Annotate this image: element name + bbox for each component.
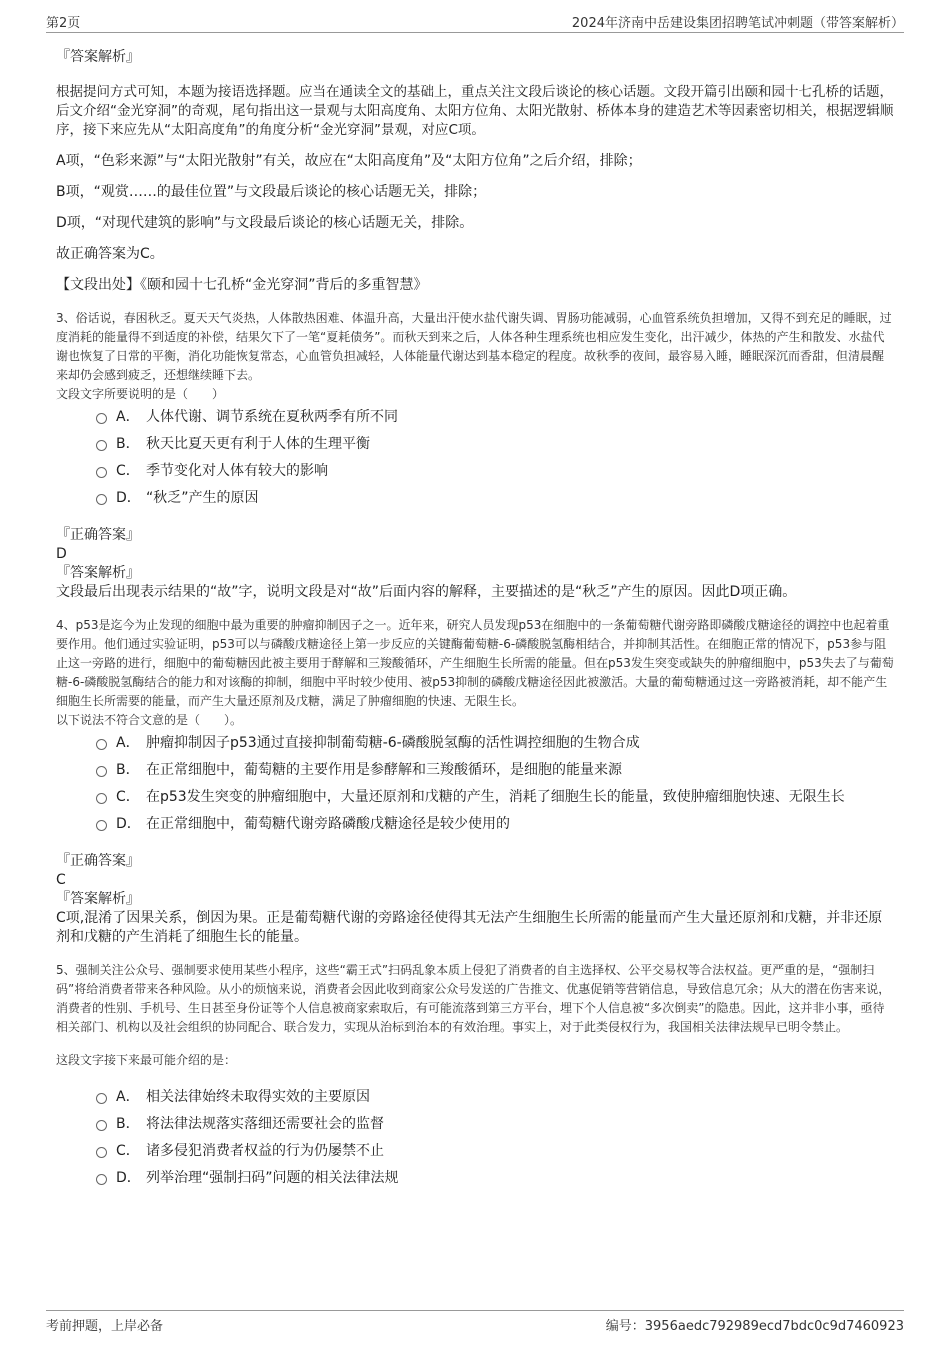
option-a[interactable]: A． 肿瘤抑制因子p53通过直接抑制葡萄糖-6-磷酸脱氢酶的活性调控细胞的生物合成	[96, 734, 894, 753]
explanation-paragraph: 根据提问方式可知，本题为接语选择题。应当在通读全文的基础上，重点关注文段后谈论的核心话题。文段开篇引出颐和园十七孔桥的话题，后文介绍“金光穿洞”的奇观，尾句指出这一景观与太阳高度角、太阳方位角、太阳光散射、桥体本身的建造艺术等因素密切相关，根据逻辑顺序，接下来应先从“太阳高度角”的角度分析“金光穿洞”景观，对应C项。	[56, 84, 894, 138]
options-list	[96, 1088, 894, 1188]
question-prompt: 以下说法不符合文意的是（ ）。	[56, 713, 243, 727]
answer-explanation-label: 『答案解析』	[56, 891, 140, 907]
explanation-paragraph: C项,混淆了因果关系，倒因为果。正是葡萄糖代谢的旁路途径使得其无法产生细胞生长所需的能量而产生大量还原剂和戊糖，并非还原剂和戊糖的产生消耗了细胞生长的能量。	[56, 910, 883, 945]
radio-icon[interactable]	[96, 793, 107, 804]
option-b[interactable]: B． 在正常细胞中，葡萄糖的主要作用是参酵解和三羧酸循环，是细胞的能量来源	[96, 761, 894, 780]
radio-icon[interactable]	[96, 440, 107, 451]
radio-icon[interactable]	[96, 1093, 107, 1104]
answer-explanation-label: 『答案解析』	[56, 565, 140, 581]
option-d[interactable]: D． 列举治理“强制扫码”问题的相关法律法规	[96, 1169, 894, 1188]
page-header	[46, 10, 904, 33]
option-c[interactable]: C． 季节变化对人体有较大的影响	[96, 462, 894, 481]
explanation-paragraph: 文段最后出现表示结果的“故”字，说明文段是对“故”后面内容的解释，主要描述的是“秋乏”产生的原因。因此D项正确。	[56, 584, 797, 600]
correct-answer-value: C	[56, 872, 66, 888]
radio-icon[interactable]	[96, 1147, 107, 1158]
option-d[interactable]: D． 在正常细胞中，葡萄糖代谢旁路磷酸戊糖途径是较少使用的	[96, 815, 894, 834]
explanation-paragraph: B项，“观赏……的最佳位置”与文段最后谈论的核心话题无关，排除；	[56, 184, 487, 200]
radio-icon[interactable]	[96, 413, 107, 424]
radio-icon[interactable]	[96, 1120, 107, 1131]
passage-source: 【文段出处】《颐和园十七孔桥“金光穿洞”背后的多重智慧》	[56, 277, 428, 293]
option-b[interactable]: B． 将法律法规落实落细还需要社会的监督	[96, 1115, 894, 1134]
page-content	[56, 44, 894, 1196]
options-list	[96, 408, 894, 508]
question-prompt: 这段文字接下来最可能介绍的是：	[56, 1053, 237, 1067]
radio-icon[interactable]	[96, 494, 107, 505]
radio-icon[interactable]	[96, 467, 107, 478]
question-prompt: 文段文字所要说明的是（ ）	[56, 387, 225, 401]
question-stem: 3、俗话说，春困秋乏。夏天天气炎热，人体散热困难、体温升高，大量出汗使水盐代谢失调、胃肠功能减弱，心血管系统负担增加，又得不到充足的睡眠，过度消耗的能量得不到适度的补偿，结果欠下了一笔“夏耗债务”。而秋天到来之后，人体各种生理系统也相应发生变化，出汗减少，体热的产生和散发、水盐代谢也恢复了日常的平衡，消化功能恢复常态，心血管负担减轻，人体能量代谢达到基本稳定的程度。故秋季的夜间，最容易入睡，睡眠深沉而香甜，但清晨醒来却仍会感到疲乏，还想继续睡下去。	[56, 311, 892, 382]
option-c[interactable]: C． 诸多侵犯消费者权益的行为仍屡禁不止	[96, 1142, 894, 1161]
question-stem: 4、p53是迄今为止发现的细胞中最为重要的肿瘤抑制因子之一。近年来，研究人员发现p53在细胞中的一条葡萄糖代谢旁路即磷酸戊糖途径的调控中也起着重要作用。他们通过实验证明，p53可以与磷酸戊糖途径上第一步反应的关键酶葡萄糖-6-磷酸脱氢酶相结合，并抑制其活性。在细胞正常的情况下，p53参与阻止这一旁路的进行，细胞中的葡萄糖因此被主要用于酵解和三羧酸循环，产生细胞生长所需的能量。但在p53发生突变或缺失的肿瘤细胞中，p53失去了与葡萄糖-6-磷酸脱氢酶结合的能力和对该酶的抑制，细胞中平时较少使用、被p53抑制的磷酸戊糖途径因此被激活。大量的葡萄糖通过这一旁路被消耗，却不能产生细胞生长所需要的能量，而产生大量还原剂及戊糖，满足了肿瘤细胞的快速、无限生长。	[56, 618, 894, 708]
document-title: 2024年济南中岳建设集团招聘笔试冲刺题（带答案解析）	[571, 16, 904, 31]
correct-answer-label: 『正确答案』	[56, 527, 140, 543]
document-serial-number: 编号：3956aedc792989ecd7bdc0c9d7460923	[605, 1319, 904, 1334]
page-footer	[46, 1310, 904, 1333]
option-c[interactable]: C． 在p53发生突变的肿瘤细胞中，大量还原剂和戊糖的产生，消耗了细胞生长的能量，致使肿瘤细胞快速、无限生长	[76, 788, 894, 807]
option-a[interactable]: A． 人体代谢、调节系统在夏秋两季有所不同	[96, 408, 894, 427]
page-number: 第2页	[46, 16, 81, 31]
explanation-paragraph: A项，“色彩来源”与“太阳光散射”有关，故应在“太阳高度角”及“太阳方位角”之后介绍，排除；	[56, 153, 642, 169]
question-stem: 5、强制关注公众号、强制要求使用某些小程序，这些“霸王式”扫码乱象本质上侵犯了消费者的自主选择权、公平交易权等合法权益。更严重的是，“强制扫码”将给消费者带来各种风险。从小的烦恼来说，消费者会因此收到商家公众号发送的广告推文、优惠促销等营销信息，导致信息冗余；从大的潜在伤害来说，消费者的性别、手机号、生日甚至身份证等个人信息被商家索取后，有可能流落到第三方平台，埋下个人信息被“多次倒卖”的隐患。因此，这并非小事，亟待相关部门、机构以及社会组织的协同配合、联合发力，实现从治标到治本的有效治理。事实上，对于此类侵权行为，我国相关法律法规早已明令禁止。	[56, 963, 891, 1034]
options-list	[96, 734, 894, 834]
correct-answer-label: 『正确答案』	[56, 853, 140, 869]
footer-slogan: 考前押题，上岸必备	[46, 1319, 164, 1334]
radio-icon[interactable]	[96, 820, 107, 831]
answer-explanation-label: 『答案解析』	[56, 49, 140, 65]
radio-icon[interactable]	[96, 739, 107, 750]
radio-icon[interactable]	[96, 1174, 107, 1185]
option-a[interactable]: A． 相关法律始终未取得实效的主要原因	[96, 1088, 894, 1107]
correct-answer-statement: 故正确答案为C。	[56, 246, 164, 262]
option-d[interactable]: D． “秋乏”产生的原因	[96, 489, 894, 508]
explanation-paragraph: D项，“对现代建筑的影响”与文段最后谈论的核心话题无关，排除。	[56, 215, 474, 231]
radio-icon[interactable]	[96, 766, 107, 777]
option-b[interactable]: B． 秋天比夏天更有利于人体的生理平衡	[96, 435, 894, 454]
correct-answer-value: D	[56, 546, 67, 562]
